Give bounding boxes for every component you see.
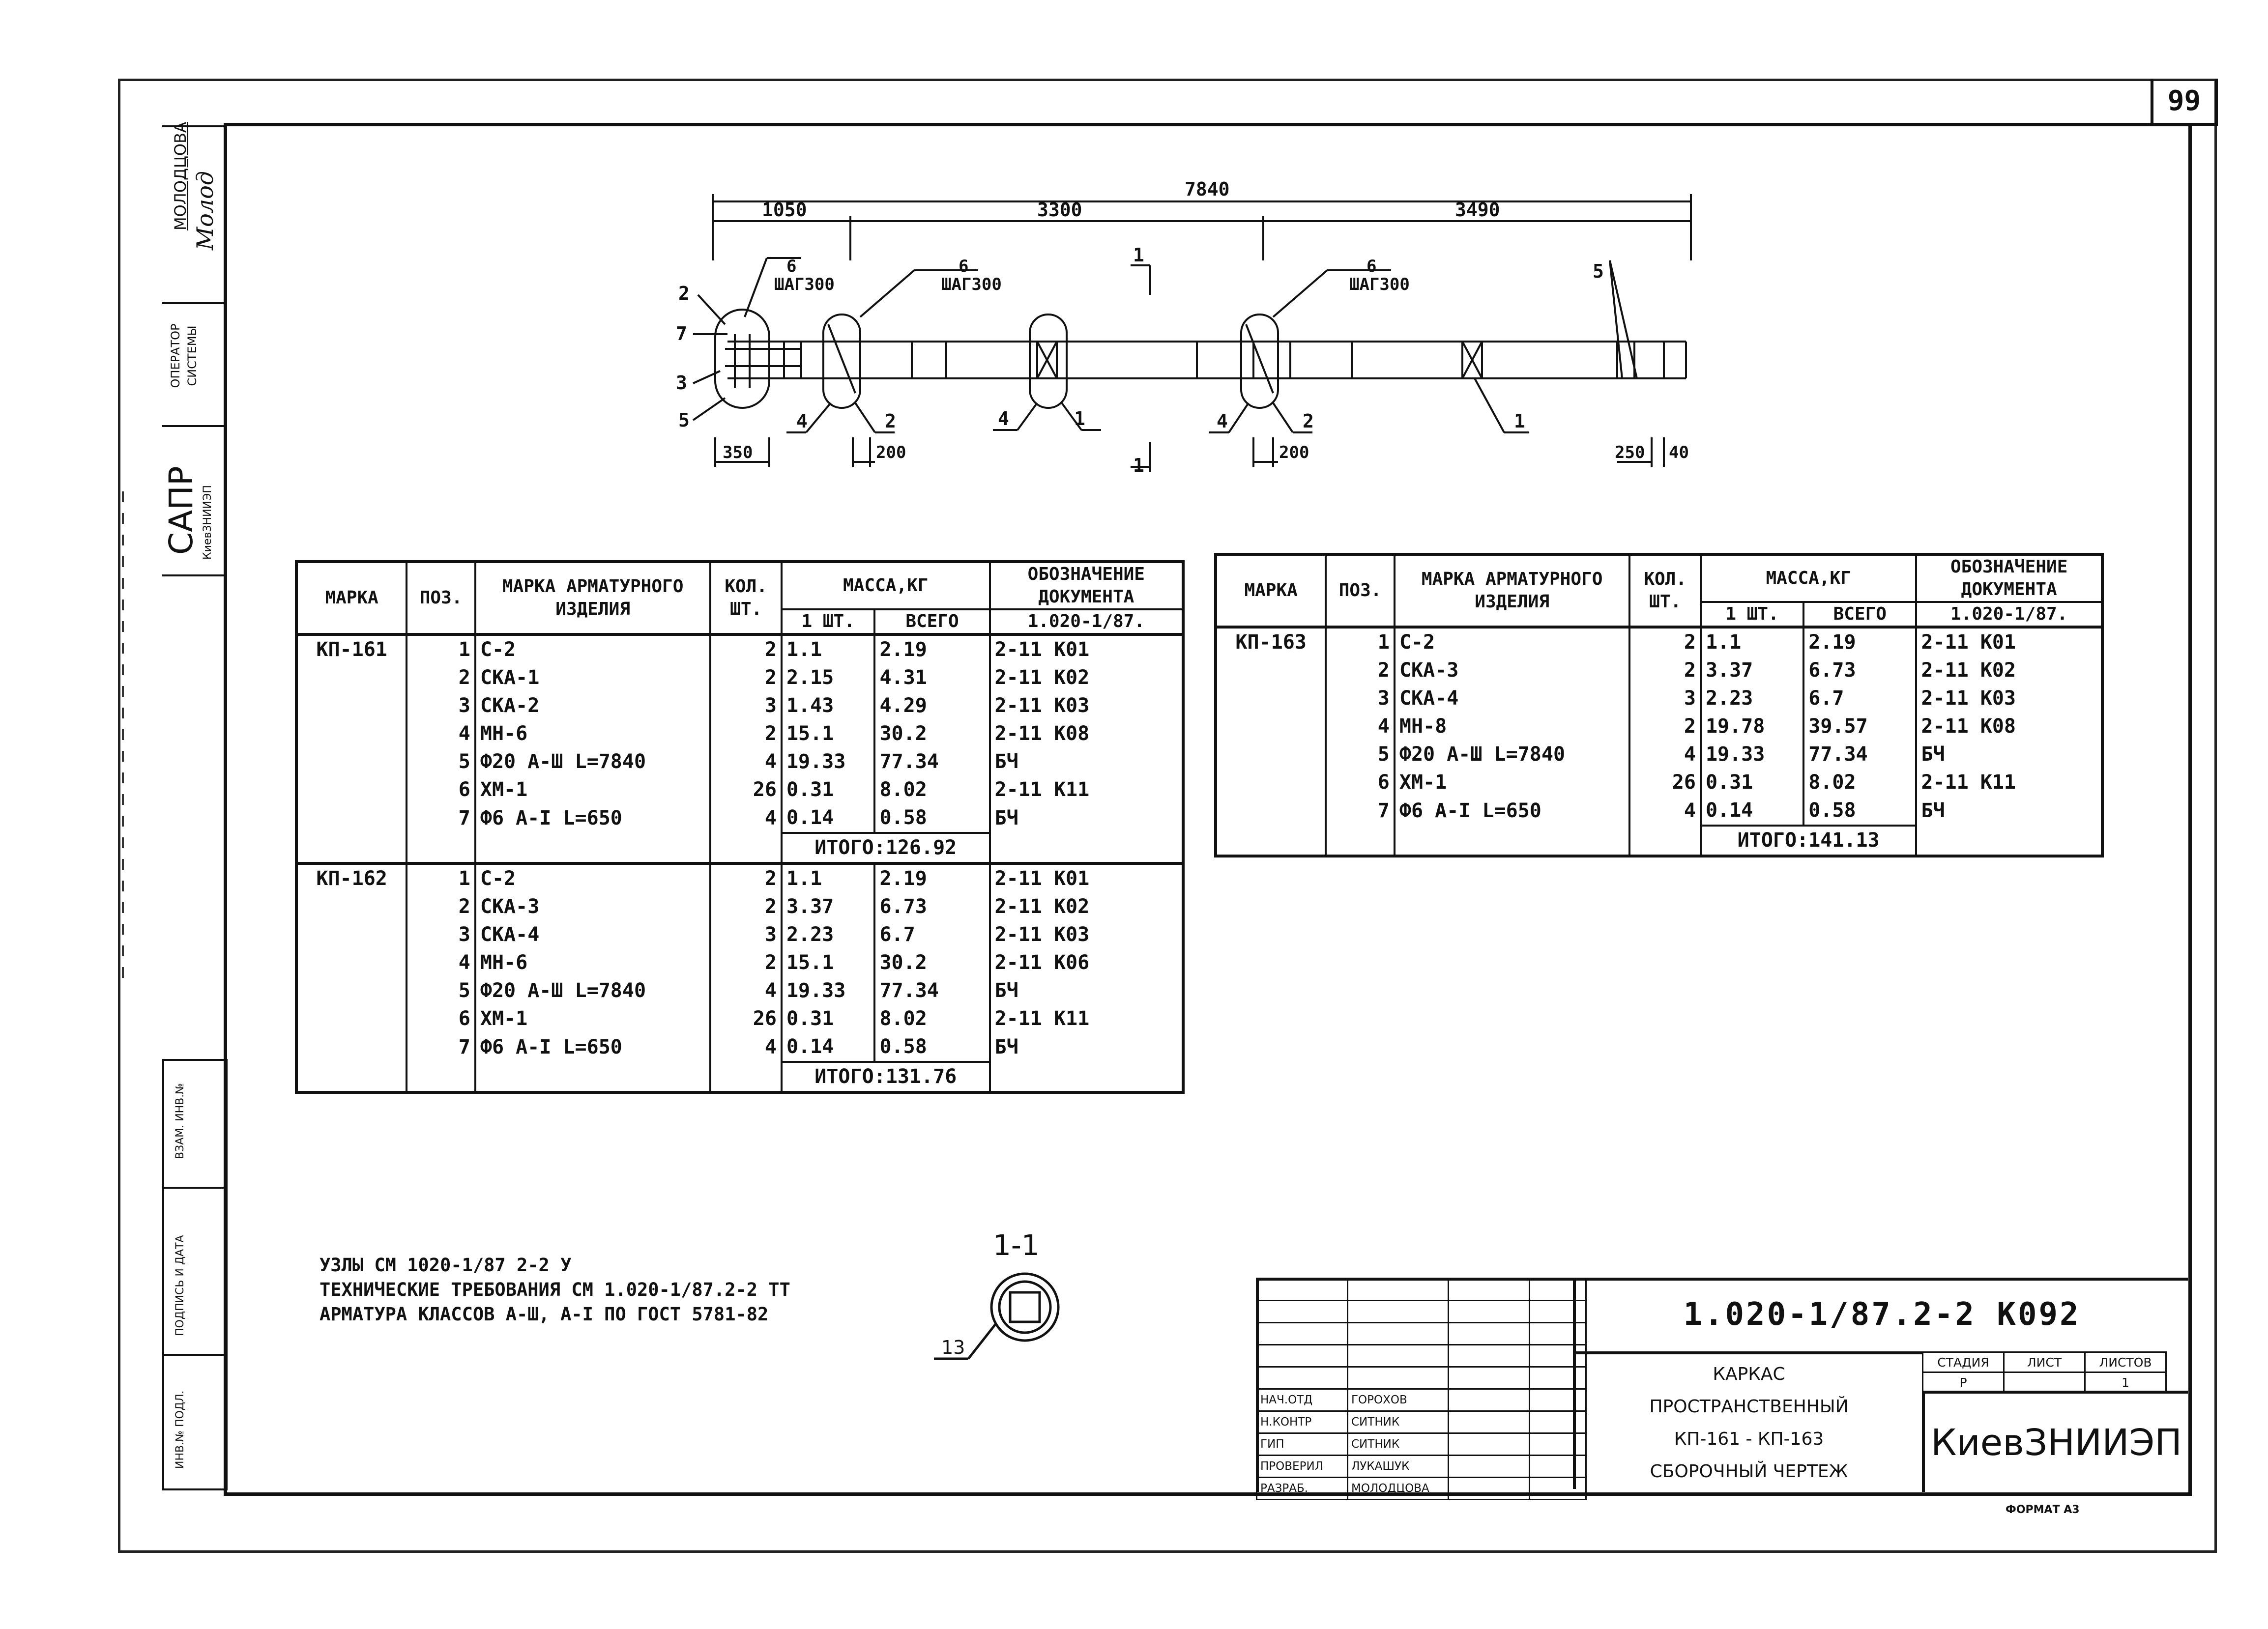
cell-mass-total: 77.34 xyxy=(874,748,989,776)
sidebar xyxy=(162,122,224,1489)
cell-mass-total: 2.19 xyxy=(874,634,989,664)
cell-item: СКА-3 xyxy=(475,893,711,921)
document-code: 1.020-1/87.2-2 К092 xyxy=(1573,1278,2188,1351)
sidebar-author: МОЛОДЦОВА xyxy=(171,122,190,230)
sidebar-inv: ИНВ.№ ПОДЛ. xyxy=(174,1390,186,1469)
pos-label: 2 xyxy=(1303,410,1314,432)
sidebar-vzam-cell xyxy=(162,1059,228,1189)
cell-poz: 4 xyxy=(407,720,475,748)
cell-mass-total: 0.58 xyxy=(874,1033,989,1062)
table-row xyxy=(296,776,1183,804)
cell-mass-total: 0.58 xyxy=(874,804,989,833)
cell-poz: 1 xyxy=(1326,627,1395,657)
sidebar-sign-date: ПОДПИСЬ И ДАТА xyxy=(174,1235,186,1336)
table-row xyxy=(1216,797,2102,826)
cell-item: СКА-4 xyxy=(475,921,711,949)
cell-mass-total: 39.57 xyxy=(1803,713,1916,741)
cell-doc: 2-11 К03 xyxy=(990,921,1183,949)
col-poz: ПОЗ. xyxy=(1326,554,1395,627)
cell-mass-one: 2.23 xyxy=(1701,685,1803,713)
cell-item: ХМ-1 xyxy=(1395,769,1630,797)
cell-mass-one: 1.1 xyxy=(782,634,875,664)
pos-label: 1 xyxy=(1074,408,1085,429)
cell-qty: 2 xyxy=(710,720,782,748)
dim-200-b: 200 xyxy=(1279,443,1309,462)
stage-value: Р xyxy=(1923,1372,2004,1393)
cell-doc: 2-11 К08 xyxy=(1916,713,2102,741)
pos-label: 5 xyxy=(1593,260,1604,282)
cell-doc: 2-11 К11 xyxy=(990,776,1183,804)
cell-poz: 1 xyxy=(407,634,475,664)
col-poz: ПОЗ. xyxy=(407,562,475,634)
table-row xyxy=(296,664,1183,692)
cell-item: Ф20 А-Ш L=7840 xyxy=(475,977,711,1005)
stage-header: СТАДИЯ xyxy=(1923,1352,2004,1372)
dim-350: 350 xyxy=(723,443,753,462)
section-title: 1-1 xyxy=(993,1229,1040,1262)
step-label-a: ШАГ300 xyxy=(774,275,835,294)
sheet-header: ЛИСТ xyxy=(2004,1352,2085,1372)
cell-item: С-2 xyxy=(475,634,711,664)
dim-3490: 3490 xyxy=(1455,199,1500,221)
itogo: ИТОГО:131.76 xyxy=(782,1062,990,1092)
cell-mass-one: 15.1 xyxy=(782,720,875,748)
cell-poz: 7 xyxy=(407,1033,475,1062)
cell-poz: 6 xyxy=(1326,769,1395,797)
cell-poz: 1 xyxy=(407,863,475,893)
cell-doc: 2-11 К11 xyxy=(1916,769,2102,797)
cell-qty: 3 xyxy=(710,921,782,949)
role-name: СИТНИК xyxy=(1348,1411,1449,1433)
cell-poz: 6 xyxy=(407,1005,475,1033)
role-name: МОЛОДЦОВА xyxy=(1348,1478,1449,1500)
step-label-c: ШАГ300 xyxy=(1349,275,1410,294)
cell-qty: 2 xyxy=(710,893,782,921)
section-mark-top: 1 xyxy=(1133,244,1144,266)
cell-item: Ф6 А-I L=650 xyxy=(475,1033,711,1062)
cell-item: СКА-4 xyxy=(1395,685,1630,713)
table-row xyxy=(296,893,1183,921)
sheet-number: 99 xyxy=(2151,79,2218,126)
group-marka: КП-163 xyxy=(1216,627,1326,657)
cell-item: С-2 xyxy=(1395,627,1630,657)
cell-mass-one: 0.31 xyxy=(782,1005,875,1033)
group-kp163 xyxy=(1216,627,2102,856)
cell-doc: БЧ xyxy=(990,977,1183,1005)
cell-doc: 2-11 К02 xyxy=(1916,657,2102,685)
table-row xyxy=(1216,627,2102,657)
col-one: 1 ШТ. xyxy=(782,609,875,634)
cell-qty: 4 xyxy=(710,977,782,1005)
cell-doc: 2-11 К03 xyxy=(990,692,1183,720)
cell-qty: 3 xyxy=(1629,685,1701,713)
sidebar-inv-cell xyxy=(162,1354,228,1490)
cell-mass-total: 4.31 xyxy=(874,664,989,692)
cell-mass-one: 3.37 xyxy=(782,893,875,921)
sidebar-sapr-org: КиевЗНИИЭП xyxy=(202,485,214,560)
group-kp161 xyxy=(296,634,1183,863)
cell-mass-one: 0.31 xyxy=(1701,769,1803,797)
cell-poz: 3 xyxy=(407,692,475,720)
cell-qty: 2 xyxy=(710,664,782,692)
table-row xyxy=(296,1005,1183,1033)
step-label-b: ШАГ300 xyxy=(941,275,1002,294)
col-kol: КОЛ. ШТ. xyxy=(710,562,782,634)
cell-doc: БЧ xyxy=(1916,797,2102,826)
cell-mass-total: 6.73 xyxy=(1803,657,1916,685)
cell-qty: 2 xyxy=(1629,713,1701,741)
title-line: СБОРОЧНЫЙ ЧЕРТЕЖ xyxy=(1650,1461,1848,1482)
cell-mass-one: 0.14 xyxy=(782,804,875,833)
table-row xyxy=(296,720,1183,748)
author-signature: Молод xyxy=(192,171,218,250)
cell-qty: 2 xyxy=(710,863,782,893)
pos-label: 3 xyxy=(676,372,687,394)
cell-poz: 2 xyxy=(407,893,475,921)
pos-label: 4 xyxy=(998,408,1009,429)
cell-mass-total: 0.58 xyxy=(1803,797,1916,826)
cell-mass-one: 19.33 xyxy=(782,748,875,776)
group-kp162 xyxy=(296,863,1183,1092)
group-marka: КП-162 xyxy=(296,863,407,893)
cell-doc: 2-11 К06 xyxy=(990,949,1183,977)
cell-qty: 4 xyxy=(1629,797,1701,826)
cell-mass-one: 1.1 xyxy=(1701,627,1803,657)
cell-doc: 2-11 К02 xyxy=(990,664,1183,692)
role-label: ГИП xyxy=(1257,1433,1348,1456)
cell-doc: БЧ xyxy=(1916,741,2102,769)
title-line: КАРКАС xyxy=(1713,1364,1785,1384)
cell-poz: 5 xyxy=(1326,741,1395,769)
pos-label: 4 xyxy=(796,410,808,432)
callout-6-a: 6 xyxy=(786,257,797,276)
dim-250: 250 xyxy=(1615,443,1645,462)
role-label: РАЗРАБ. xyxy=(1257,1478,1348,1500)
cell-poz: 4 xyxy=(407,949,475,977)
sidebar-vzam: ВЗАМ. ИНВ.№ xyxy=(174,1083,186,1159)
cell-qty: 2 xyxy=(1629,657,1701,685)
cell-item: СКА-1 xyxy=(475,664,711,692)
col-doc: ОБОЗНАЧЕНИЕ ДОКУМЕНТА xyxy=(990,562,1183,609)
cell-doc: 2-11 К11 xyxy=(990,1005,1183,1033)
sheet-value xyxy=(2004,1372,2085,1393)
format-label: ФОРМАТ А3 xyxy=(2006,1504,2080,1516)
cell-mass-one: 19.78 xyxy=(1701,713,1803,741)
cell-qty: 4 xyxy=(710,804,782,833)
cell-poz: 6 xyxy=(407,776,475,804)
cell-item: МН-6 xyxy=(475,720,711,748)
cell-mass-one: 19.33 xyxy=(1701,741,1803,769)
cell-mass-one: 0.14 xyxy=(782,1033,875,1062)
cell-qty: 4 xyxy=(710,1033,782,1062)
cell-poz: 5 xyxy=(407,977,475,1005)
role-name: ЛУКАШУК xyxy=(1348,1456,1449,1478)
sheets-value: 1 xyxy=(2085,1372,2166,1393)
table-row xyxy=(1216,769,2102,797)
table-row xyxy=(296,634,1183,664)
role-name: СИТНИК xyxy=(1348,1433,1449,1456)
cell-mass-total: 6.73 xyxy=(874,893,989,921)
table-row xyxy=(296,748,1183,776)
cell-poz: 7 xyxy=(407,804,475,833)
cell-item: МН-8 xyxy=(1395,713,1630,741)
cell-poz: 3 xyxy=(407,921,475,949)
note-line: ТЕХНИЧЕСКИЕ ТРЕБОВАНИЯ СМ 1.020-1/87.2-2 ТТ xyxy=(320,1279,790,1300)
table-row xyxy=(296,863,1183,893)
pos-label: 1 xyxy=(1514,410,1525,432)
col-total: ВСЕГО xyxy=(1803,602,1916,627)
callout-6-c: 6 xyxy=(1367,257,1377,276)
section-mark-bottom: 1 xyxy=(1133,455,1144,476)
cell-poz: 3 xyxy=(1326,685,1395,713)
cell-mass-one: 2.23 xyxy=(782,921,875,949)
cell-qty: 26 xyxy=(710,776,782,804)
cell-qty: 2 xyxy=(710,634,782,664)
cell-mass-total: 8.02 xyxy=(874,776,989,804)
dim-total: 7840 xyxy=(1185,178,1230,200)
total-row xyxy=(296,833,1183,863)
role-label: ПРОВЕРИЛ xyxy=(1257,1456,1348,1478)
role-label: НАЧ.ОТД xyxy=(1257,1389,1348,1411)
cell-doc: 2-11 К01 xyxy=(990,634,1183,664)
role-name: ГОРОХОВ xyxy=(1348,1389,1449,1411)
cell-doc: 2-11 К03 xyxy=(1916,685,2102,713)
cell-item: Ф6 А-I L=650 xyxy=(1395,797,1630,826)
col-total: ВСЕГО xyxy=(874,609,989,634)
itogo: ИТОГО:126.92 xyxy=(782,833,990,863)
table-row xyxy=(296,921,1183,949)
cell-qty: 2 xyxy=(1629,627,1701,657)
sidebar-sign-cell xyxy=(162,1187,228,1356)
col-doc-code: 1.020-1/87. xyxy=(1916,602,2102,627)
sidebar-author-cell xyxy=(162,122,226,304)
callout-6-b: 6 xyxy=(959,257,969,276)
signature-grid xyxy=(1256,1278,1587,1500)
table-row xyxy=(296,804,1183,833)
cell-qty: 4 xyxy=(710,748,782,776)
cell-item: СКА-2 xyxy=(475,692,711,720)
cell-mass-total: 77.34 xyxy=(1803,741,1916,769)
pos-label: 5 xyxy=(678,409,690,431)
table-row xyxy=(296,977,1183,1005)
cell-poz: 7 xyxy=(1326,797,1395,826)
role-label: Н.КОНТР xyxy=(1257,1411,1348,1433)
itogo: ИТОГО:141.13 xyxy=(1701,826,1916,856)
cell-item: Ф6 А-I L=650 xyxy=(475,804,711,833)
col-one: 1 ШТ. xyxy=(1701,602,1803,627)
notes xyxy=(320,1253,790,1327)
table-row xyxy=(1216,657,2102,685)
cell-doc: 2-11 К01 xyxy=(1916,627,2102,657)
cell-item: С-2 xyxy=(475,863,711,893)
total-row xyxy=(296,1062,1183,1092)
col-marka-arm: МАРКА АРМАТУРНОГО ИЗДЕЛИЯ xyxy=(1395,554,1630,627)
cell-poz: 5 xyxy=(407,748,475,776)
cell-poz: 2 xyxy=(407,664,475,692)
cell-mass-one: 3.37 xyxy=(1701,657,1803,685)
col-marka: МАРКА xyxy=(1216,554,1326,627)
table-row xyxy=(296,692,1183,720)
dim-200-a: 200 xyxy=(876,443,906,462)
cell-qty: 4 xyxy=(1629,741,1701,769)
col-doc: ОБОЗНАЧЕНИЕ ДОКУМЕНТА xyxy=(1916,554,2102,602)
col-marka: МАРКА xyxy=(296,562,407,634)
cell-mass-total: 30.2 xyxy=(874,720,989,748)
cell-poz: 2 xyxy=(1326,657,1395,685)
sidebar-operator-cell xyxy=(162,302,226,427)
cell-mass-total: 4.29 xyxy=(874,692,989,720)
cell-mass-total: 6.7 xyxy=(1803,685,1916,713)
cell-mass-total: 8.02 xyxy=(874,1005,989,1033)
cell-poz: 4 xyxy=(1326,713,1395,741)
cell-mass-one: 1.1 xyxy=(782,863,875,893)
cell-doc: БЧ xyxy=(990,804,1183,833)
cell-mass-one: 1.43 xyxy=(782,692,875,720)
cell-item: Ф20 А-Ш L=7840 xyxy=(1395,741,1630,769)
drawing-title xyxy=(1573,1351,1922,1489)
cell-doc: БЧ xyxy=(990,1033,1183,1062)
total-row xyxy=(1216,826,2102,856)
col-massa: МАССА,КГ xyxy=(782,562,990,609)
cell-mass-total: 2.19 xyxy=(874,863,989,893)
cell-mass-total: 2.19 xyxy=(1803,627,1916,657)
pos-label: 2 xyxy=(885,410,896,432)
col-kol: КОЛ. ШТ. xyxy=(1629,554,1701,627)
binding-line xyxy=(118,491,128,983)
cell-mass-total: 8.02 xyxy=(1803,769,1916,797)
cell-mass-one: 0.14 xyxy=(1701,797,1803,826)
cell-doc: БЧ xyxy=(990,748,1183,776)
cell-mass-one: 19.33 xyxy=(782,977,875,1005)
pos-label: 7 xyxy=(676,323,687,344)
cell-item: МН-6 xyxy=(475,949,711,977)
sidebar-sapr: САПР xyxy=(162,466,200,555)
cell-mass-one: 15.1 xyxy=(782,949,875,977)
table-row xyxy=(296,949,1183,977)
cell-item: ХМ-1 xyxy=(475,1005,711,1033)
stage-table xyxy=(1922,1351,2167,1393)
table-row xyxy=(1216,713,2102,741)
note-line: УЗЛЫ СМ 1020-1/87 2-2 У xyxy=(320,1255,572,1276)
sidebar-operator: ОПЕРАТОР СИСТЕМЫ xyxy=(169,323,199,388)
cell-doc: 2-11 К02 xyxy=(990,893,1183,921)
cell-qty: 26 xyxy=(1629,769,1701,797)
organization: КиевЗНИИЭП xyxy=(1922,1391,2188,1492)
cell-item: Ф20 А-Ш L=7840 xyxy=(475,748,711,776)
cell-qty: 26 xyxy=(710,1005,782,1033)
spec-table-right xyxy=(1214,553,2104,857)
col-massa: МАССА,КГ xyxy=(1701,554,1916,602)
table-row xyxy=(296,1033,1183,1062)
cell-doc: 2-11 К01 xyxy=(990,863,1183,893)
title-line: ПРОСТРАНСТВЕННЫЙ xyxy=(1649,1397,1849,1417)
group-marka: КП-161 xyxy=(296,634,407,664)
cell-qty: 2 xyxy=(710,949,782,977)
pos-label: 4 xyxy=(1217,410,1228,432)
pos-label: 2 xyxy=(678,283,690,304)
dim-3300: 3300 xyxy=(1037,199,1082,221)
cell-qty: 3 xyxy=(710,692,782,720)
col-marka-arm: МАРКА АРМАТУРНОГО ИЗДЕЛИЯ xyxy=(475,562,711,634)
sheets-header: ЛИСТОВ xyxy=(2085,1352,2166,1372)
dim-40: 40 xyxy=(1669,443,1689,462)
sidebar-sapr-cell xyxy=(162,425,226,576)
cell-item: СКА-3 xyxy=(1395,657,1630,685)
section-callout: 13 xyxy=(941,1337,965,1358)
spec-table-left xyxy=(295,560,1185,1094)
cell-mass-one: 0.31 xyxy=(782,776,875,804)
cell-mass-total: 6.7 xyxy=(874,921,989,949)
cell-mass-total: 30.2 xyxy=(874,949,989,977)
cell-mass-total: 77.34 xyxy=(874,977,989,1005)
cell-doc: 2-11 К08 xyxy=(990,720,1183,748)
table-row xyxy=(1216,685,2102,713)
title-line: КП-161 - КП-163 xyxy=(1674,1429,1824,1449)
table-row xyxy=(1216,741,2102,769)
cell-mass-one: 2.15 xyxy=(782,664,875,692)
section-view xyxy=(914,1263,1072,1376)
note-line: АРМАТУРА КЛАССОВ А-Ш, А-I ПО ГОСТ 5781-82 xyxy=(320,1304,769,1325)
cell-item: ХМ-1 xyxy=(475,776,711,804)
dim-1050: 1050 xyxy=(762,199,807,221)
reinforcement-drawing xyxy=(639,147,1770,491)
col-doc-code: 1.020-1/87. xyxy=(990,609,1183,634)
